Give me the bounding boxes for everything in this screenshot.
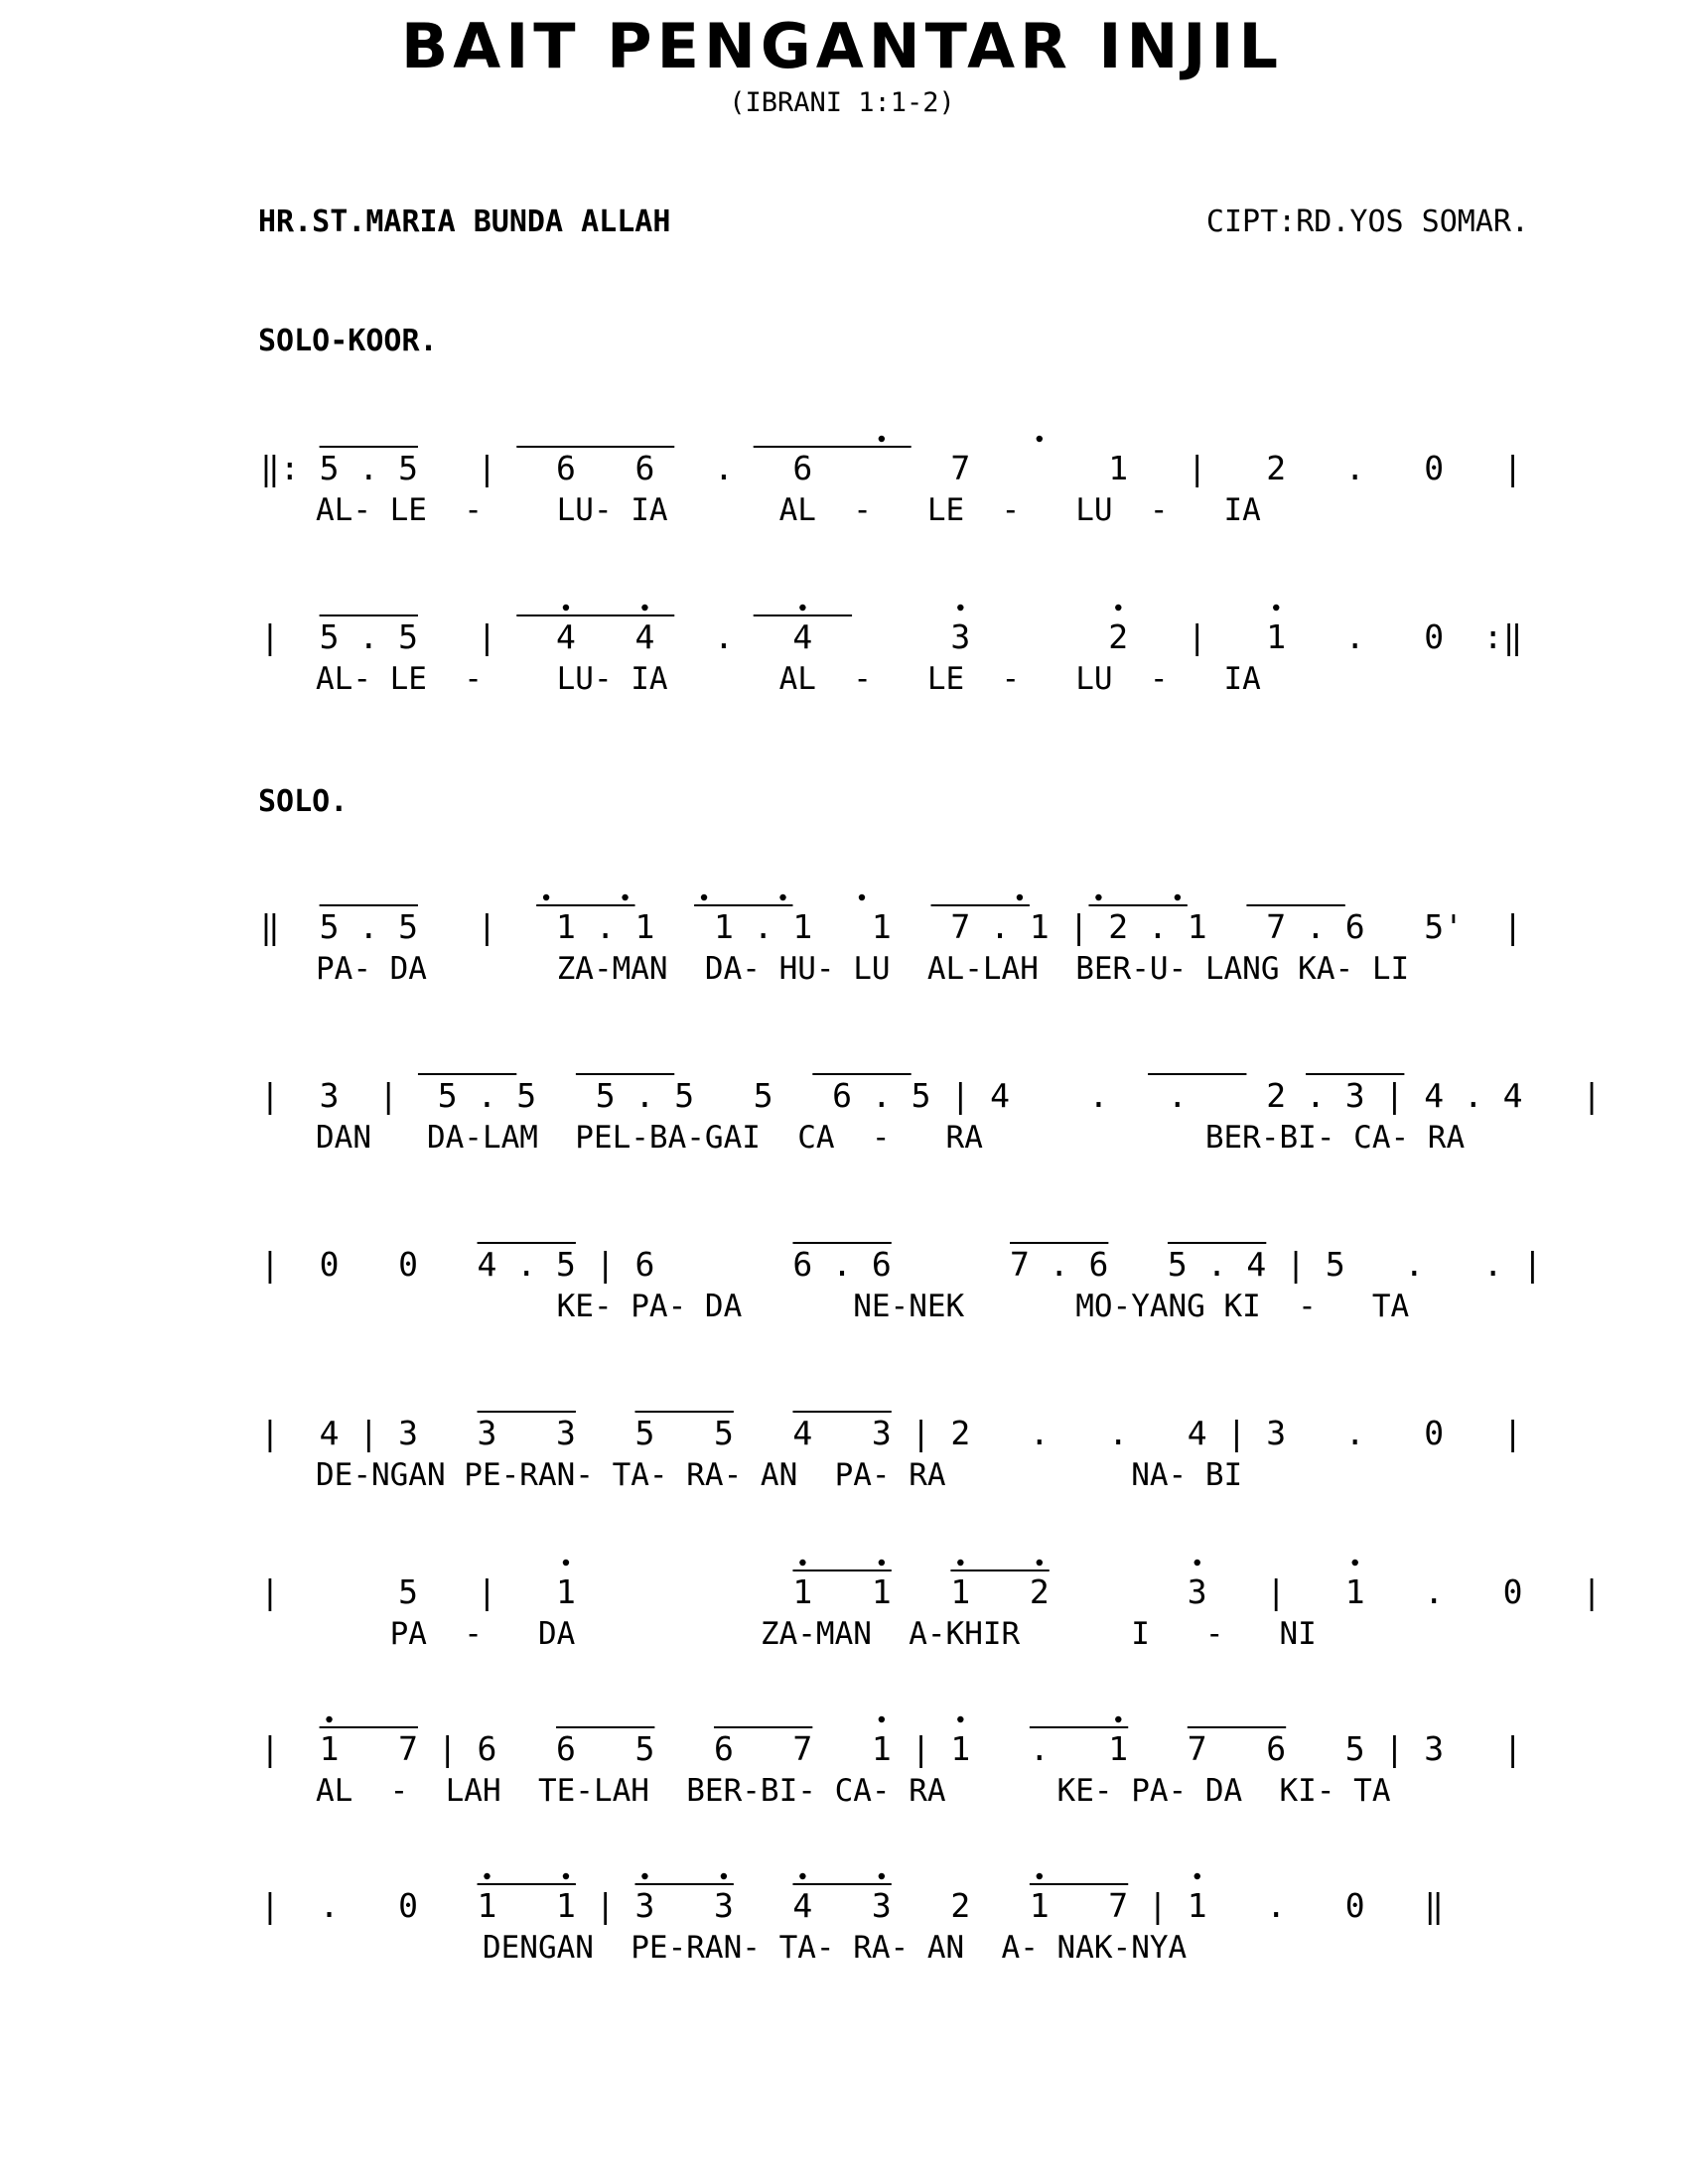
staff-marks	[0, 1690, 1684, 1729]
octave-dot	[1037, 1560, 1043, 1566]
octave-dot	[1037, 1873, 1043, 1879]
octave-dot	[622, 894, 628, 900]
lyrics-line: KE- PA- DA NE-NEK MO-YANG KI - TA	[260, 1289, 1410, 1324]
octave-dot	[799, 1560, 805, 1566]
section-label-solo: SOLO.	[258, 784, 349, 819]
staff-marks	[0, 1374, 1684, 1414]
octave-dot	[1194, 1873, 1200, 1879]
octave-dot	[721, 1873, 727, 1879]
octave-dot	[701, 894, 707, 900]
lyrics-line: DE-NGAN PE-RAN- TA- RA- AN PA- RA NA- BI	[260, 1457, 1243, 1493]
notes-line: | 5 | 1 1 1 1 2 3 | 1 . 0 |	[260, 1572, 1603, 1611]
staff-marks	[0, 1205, 1684, 1245]
song-title: BAIT PENGANTAR INJIL	[400, 10, 1284, 82]
octave-dot	[1175, 894, 1181, 900]
octave-dot	[1115, 605, 1121, 611]
notes-line: ‖: 5 . 5 | 6 6 . 6 7 1 | 2 . 0 |	[260, 449, 1523, 487]
composer-credit: CIPT:RD.YOS SOMAR.	[1205, 205, 1529, 239]
staff-marks	[0, 1036, 1684, 1076]
staff-marks	[0, 409, 1684, 449]
lyrics-line: PA - DA ZA-MAN A-KHIR I - NI	[260, 1616, 1317, 1652]
notes-line: | . 0 1 1 | 3 3 4 3 2 1 7 | 1 . 0 ‖	[260, 1886, 1445, 1925]
octave-dot	[641, 1873, 647, 1879]
lyrics-line: AL- LE - LU- IA AL - LE - LU - IA	[260, 661, 1261, 697]
octave-dot	[1194, 1560, 1200, 1566]
staff-marks	[0, 1846, 1684, 1886]
octave-dot	[641, 605, 647, 611]
feast-day: HR.ST.MARIA BUNDA ALLAH	[258, 205, 671, 239]
scripture-reference: (IBRANI 1:1-2)	[729, 87, 955, 118]
octave-dot	[957, 605, 963, 611]
octave-dot	[879, 436, 885, 442]
lyrics-line: DENGAN PE-RAN- TA- RA- AN A- NAK-NYA	[260, 1930, 1188, 1966]
octave-dot	[563, 1560, 569, 1566]
octave-dot	[799, 605, 805, 611]
octave-dot	[563, 1873, 569, 1879]
octave-dot	[1037, 436, 1043, 442]
octave-dot	[799, 1873, 805, 1879]
octave-dot	[484, 1873, 490, 1879]
octave-dot	[879, 1873, 885, 1879]
octave-dot	[1017, 894, 1023, 900]
octave-dot	[1115, 1716, 1121, 1722]
octave-dot	[859, 894, 865, 900]
section-label-solo-koor: SOLO-KOOR.	[258, 324, 438, 358]
staff-marks	[0, 1533, 1684, 1572]
notes-line: | 1 7 | 6 6 5 6 7 1 | 1 . 1 7 6 5 | 3 |	[260, 1729, 1523, 1768]
notes-line: ‖ 5 . 5 | 1 . 1 1 . 1 1 7 . 1 | 2 . 1 7 . 6 5' |	[260, 907, 1523, 946]
lyrics-line: DAN DA-LAM PEL-BA-GAI CA - RA BER-BI- CA- RA	[260, 1120, 1466, 1156]
octave-dot	[957, 1560, 963, 1566]
octave-dot	[1352, 1560, 1358, 1566]
octave-dot	[563, 605, 569, 611]
octave-dot	[779, 894, 785, 900]
octave-dot	[543, 894, 549, 900]
lyrics-line: PA- DA ZA-MAN DA- HU- LU AL-LAH BER-U- LANG KA- LI	[260, 951, 1410, 987]
notes-line: | 4 | 3 3 3 5 5 4 3 | 2 . . 4 | 3 . 0 |	[260, 1414, 1523, 1452]
notes-line: | 5 . 5 | 4 4 . 4 3 2 | 1 . 0 :‖	[260, 617, 1523, 656]
octave-dot	[326, 1716, 332, 1722]
octave-dot	[1095, 894, 1101, 900]
octave-dot	[1273, 605, 1279, 611]
lyrics-line: AL- LE - LU- IA AL - LE - LU - IA	[260, 492, 1261, 528]
staff-marks	[0, 578, 1684, 617]
octave-dot	[879, 1560, 885, 1566]
octave-dot	[879, 1716, 885, 1722]
octave-dot	[957, 1716, 963, 1722]
notes-line: | 3 | 5 . 5 5 . 5 5 6 . 5 | 4 . . 2 . 3 | 4 . 4 |	[260, 1076, 1603, 1115]
notes-line: | 0 0 4 . 5 | 6 6 . 6 7 . 6 5 . 4 | 5 . . |	[260, 1245, 1543, 1284]
lyrics-line: AL - LAH TE-LAH BER-BI- CA- RA KE- PA- DA KI- TA	[260, 1773, 1391, 1809]
staff-marks	[0, 868, 1684, 907]
